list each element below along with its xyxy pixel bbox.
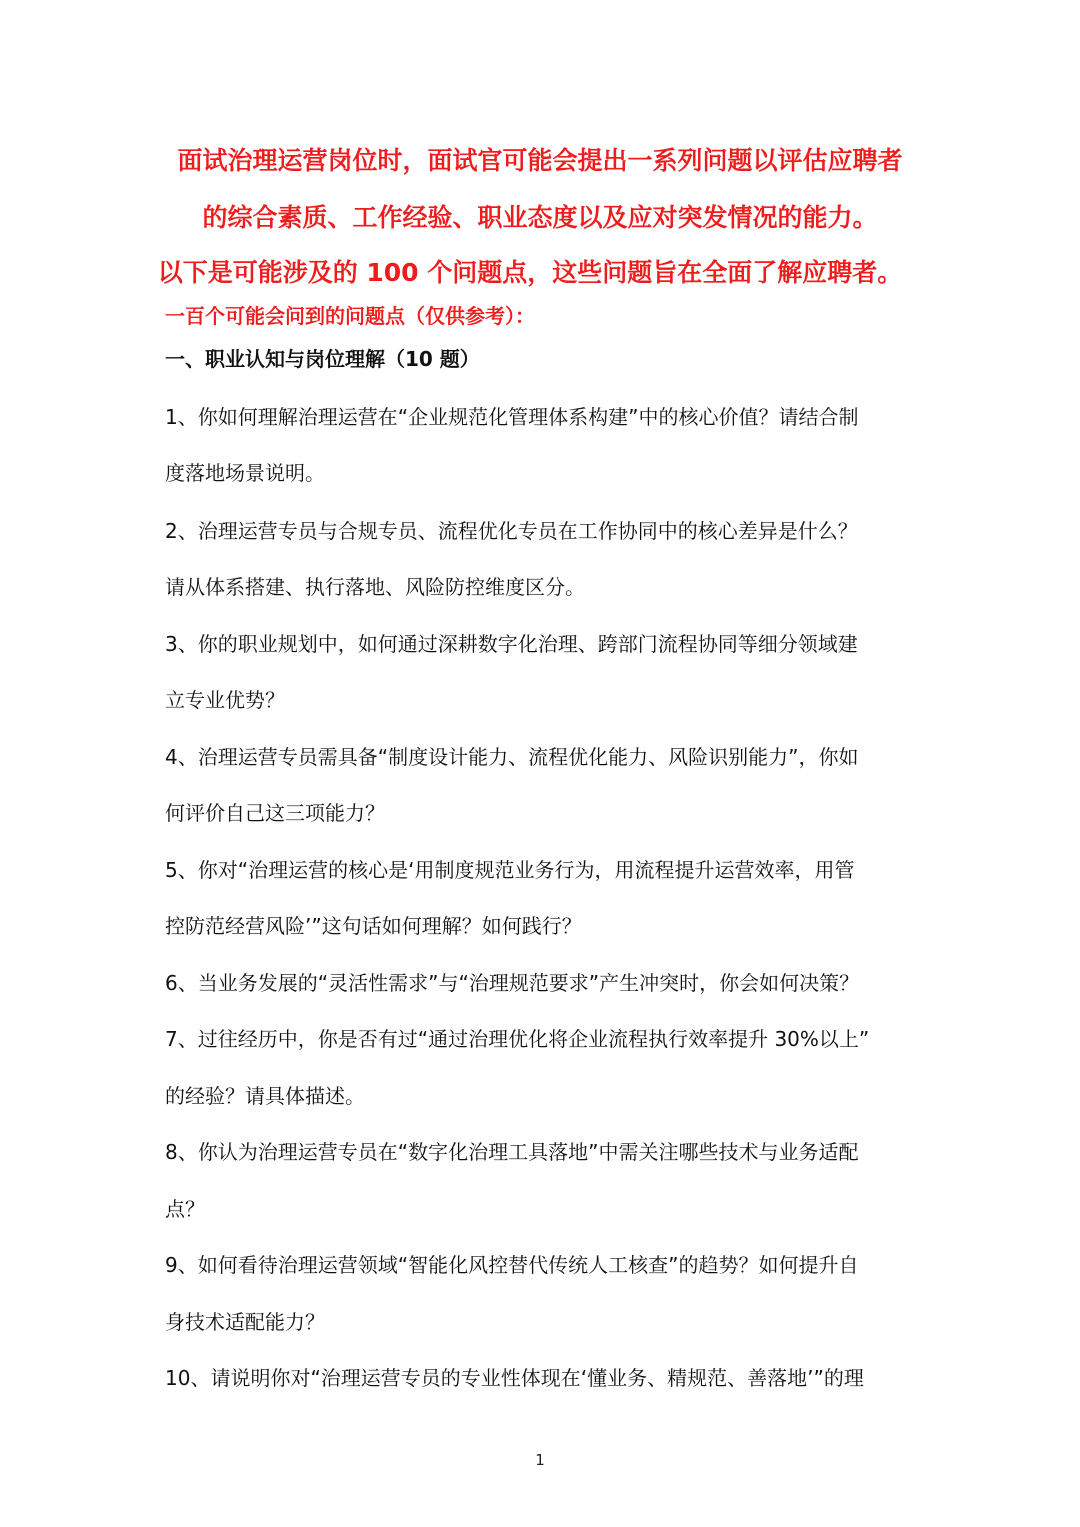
question-line: 9、如何看待治理运营领域“智能化风控替代传统人工核查”的趋势？如何提升自 <box>165 1253 859 1277</box>
intro-line-3: 以下是可能涉及的 100 个问题点，这些问题旨在全面了解应聘者。 <box>157 258 903 287</box>
question-line: 何评价自己这三项能力？ <box>165 801 385 825</box>
intro-line-2: 的综合素质、工作经验、职业态度以及应对突发情况的能力。 <box>202 203 878 232</box>
question-line: 的经验？请具体描述。 <box>165 1084 365 1108</box>
section-title: 一、职业认知与岗位理解（10 题） <box>165 347 480 371</box>
question-line: 3、你的职业规划中，如何通过深耕数字化治理、跨部门流程协同等细分领域建 <box>165 632 858 656</box>
question-line: 请从体系搭建、执行落地、风险防控维度区分。 <box>165 575 585 599</box>
question-line: 度落地场景说明。 <box>165 461 325 485</box>
question-line: 点？ <box>165 1197 205 1221</box>
question-line: 4、治理运营专员需具备“制度设计能力、流程优化能力、风险识别能力”，你如 <box>165 745 859 769</box>
subheading: 一百个可能会问到的问题点（仅供参考）： <box>165 304 535 328</box>
question-line: 立专业优势？ <box>165 688 285 712</box>
question-line: 1、你如何理解治理运营在“企业规范化管理体系构建”中的核心价值？请结合制 <box>165 405 859 429</box>
question-line: 5、你对“治理运营的核心是‘用制度规范业务行为，用流程提升运营效率，用管 <box>165 858 855 882</box>
page-number: 1 <box>535 1451 545 1469</box>
question-line: 身技术适配能力？ <box>165 1310 325 1334</box>
question-line: 2、治理运营专员与合规专员、流程优化专员在工作协同中的核心差异是什么？ <box>165 519 858 543</box>
question-line: 6、当业务发展的“灵活性需求”与“治理规范要求”产生冲突时，你会如何决策？ <box>165 971 860 995</box>
question-line: 控防范经营风险’”这句话如何理解？如何践行？ <box>165 914 582 938</box>
question-line: 10、请说明你对“治理运营专员的专业性体现在‘懂业务、精规范、善落地’”的理 <box>165 1366 864 1390</box>
question-line: 8、你认为治理运营专员在“数字化治理工具落地”中需关注哪些技术与业务适配 <box>165 1140 859 1164</box>
intro-line-1: 面试治理运营岗位时，面试官可能会提出一系列问题以评估应聘者 <box>177 146 903 175</box>
question-line: 7、过往经历中，你是否有过“通过治理优化将企业流程执行效率提升 30%以上” <box>165 1027 870 1051</box>
